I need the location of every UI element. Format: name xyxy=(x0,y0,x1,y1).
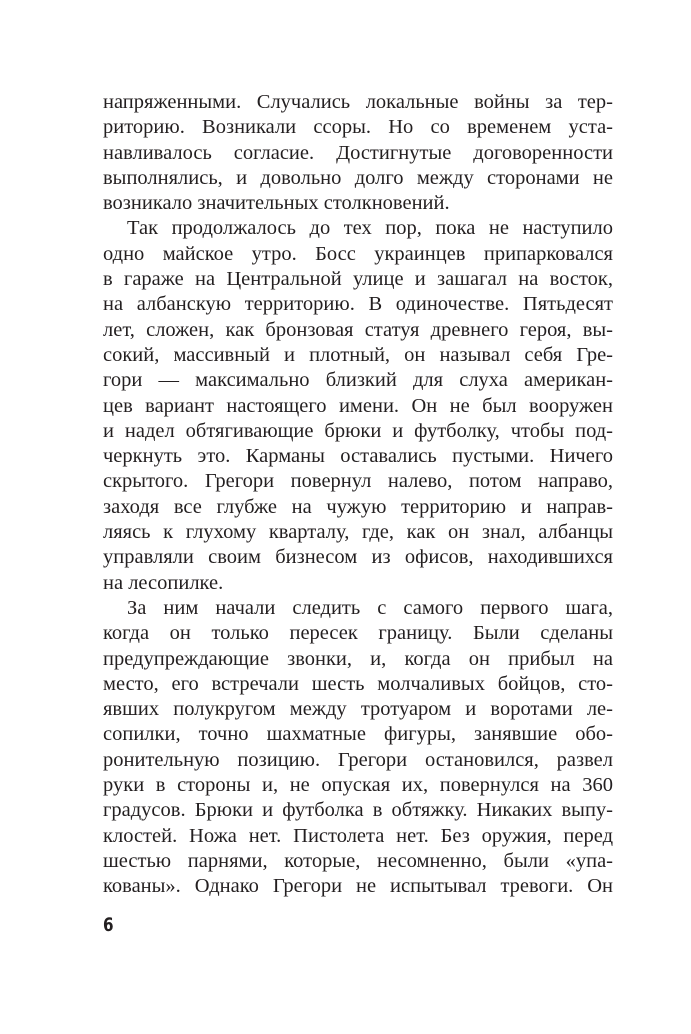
text-line: явших полукругом между тротуаром и воротами ле- xyxy=(103,698,613,721)
text-line: Так продолжалось до тех пор, пока не наступило xyxy=(127,217,613,240)
text-line: гори — максимально близкий для слуха американ- xyxy=(103,369,613,392)
text-line: когда он только пересек границу. Были сделаны xyxy=(103,622,613,645)
text-line: управляли своим бизнесом из офисов, находившихся xyxy=(103,546,613,569)
text-line: заходя все глубже на чужую территорию и направ- xyxy=(103,495,613,518)
body-text xyxy=(103,90,613,900)
text-line: сокий, массивный и плотный, он называл себя Гре- xyxy=(103,343,613,366)
text-line: предупреждающие звонки, и, когда он прибыл на xyxy=(103,647,613,670)
text-line: руки в стороны и, не опуская их, повернулся на 360 xyxy=(103,774,613,797)
page-number: 6 xyxy=(103,914,114,936)
text-line: цев вариант настоящего имени. Он не был вооружен xyxy=(103,394,613,417)
text-line: скрытого. Грегори повернул налево, потом направо, xyxy=(103,470,613,493)
text-line: клостей. Ножа нет. Пистолета нет. Без оружия, перед xyxy=(103,824,613,847)
text-line: градусов. Брюки и футболка в обтяжку. Никаких выпу- xyxy=(103,799,613,822)
text-line: ляясь к глухому кварталу, где, как он знал, албанцы xyxy=(103,521,613,544)
text-line: в гараже на Центральной улице и зашагал на восток, xyxy=(103,268,613,291)
text-line: место, его встречали шесть молчаливых бойцов, сто- xyxy=(103,672,613,695)
text-line: шестью парнями, которые, несомненно, были «упа- xyxy=(103,849,613,872)
text-line: выполнялись, и довольно долго между сторонами не xyxy=(103,166,613,189)
text-line: на албанскую территорию. В одиночестве. Пятьдесят xyxy=(103,293,613,316)
text-line: сопилки, точно шахматные фигуры, занявшие обо- xyxy=(103,723,613,746)
text-line: За ним начали следить с самого первого шага, xyxy=(127,596,613,619)
text-line: риторию. Возникали ссоры. Но со временем уста- xyxy=(103,116,613,139)
text-line: напряженными. Случались локальные войны за тер- xyxy=(103,91,613,113)
paragraph xyxy=(103,596,613,900)
text-line: черкнуть это. Карманы оставались пустыми. Ничего xyxy=(103,445,613,468)
text-line: лет, сложен, как бронзовая статуя древнего героя, вы- xyxy=(103,318,613,341)
text-line: возникало значительных столкновений. xyxy=(103,192,450,215)
paragraph xyxy=(103,216,613,595)
paragraph xyxy=(103,90,613,216)
text-line: на лесопилке. xyxy=(103,571,224,594)
text-line: ронительную позицию. Грегори остановился, развел xyxy=(103,748,613,771)
text-line: и надел обтягивающие брюки и футболку, чтобы под- xyxy=(103,419,613,442)
text-line: навливалось согласие. Достигнутые договоренности xyxy=(103,141,613,164)
text-line: кованы». Однако Грегори не испытывал тревоги. Он xyxy=(103,875,613,898)
text-line: одно майское утро. Босс украинцев припарковался xyxy=(103,242,613,265)
